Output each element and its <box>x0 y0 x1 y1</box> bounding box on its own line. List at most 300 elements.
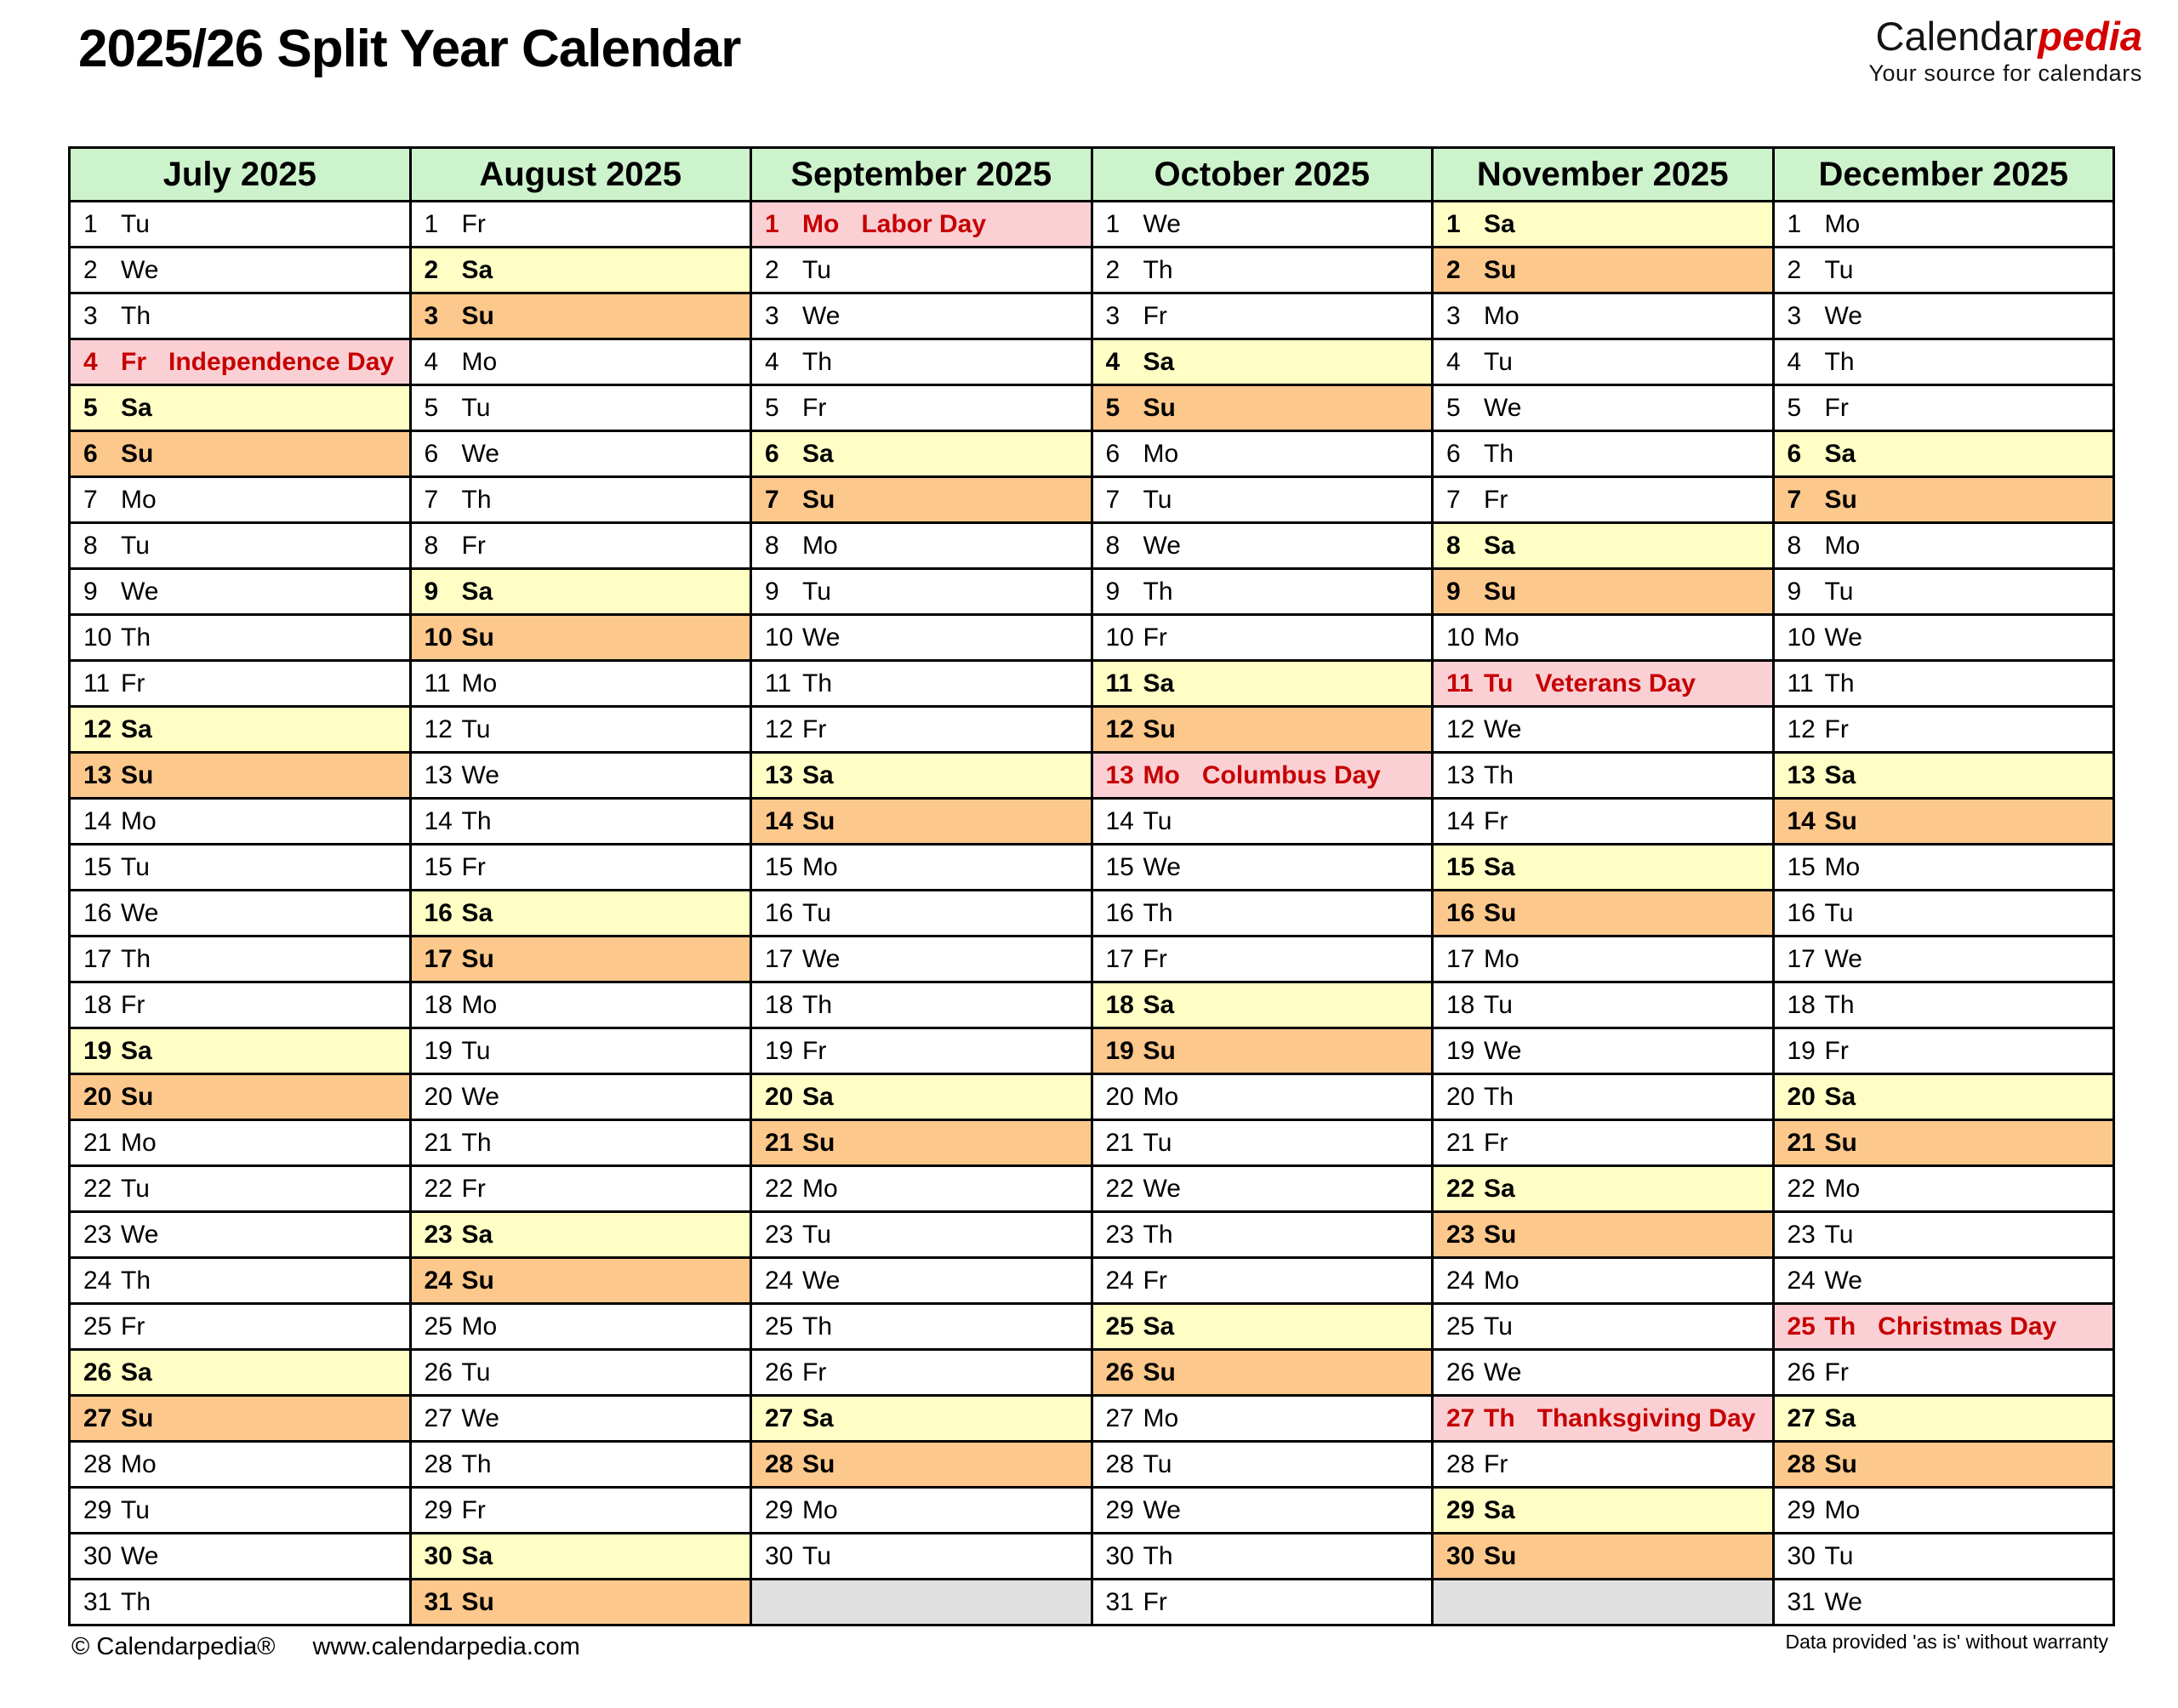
day-number: 11 <box>765 669 792 697</box>
day-of-week: Fr <box>461 531 486 560</box>
day-number: 20 <box>1105 1082 1134 1111</box>
day-cell <box>1093 1534 1432 1578</box>
day-number: 8 <box>1787 531 1802 560</box>
day-cell <box>71 202 409 246</box>
month-header: October 2025 <box>1093 149 1432 200</box>
day-cell <box>752 340 1091 384</box>
day-of-week: Th <box>1484 760 1514 789</box>
sunday-cell <box>1093 1029 1432 1073</box>
day-cell <box>1093 202 1432 246</box>
empty-day-cell <box>1434 1580 1772 1624</box>
day-number: 8 <box>765 531 779 560</box>
saturday-cell <box>412 1213 750 1256</box>
day-number: 23 <box>424 1220 453 1249</box>
day-number: 15 <box>1787 852 1816 881</box>
day-of-week: Tu <box>802 898 831 927</box>
sunday-cell <box>752 800 1091 843</box>
day-number: 19 <box>424 1036 453 1065</box>
day-of-week: Th <box>121 1587 151 1616</box>
day-of-week: Su <box>1143 1036 1176 1065</box>
day-of-week: Sa <box>1484 852 1515 881</box>
day-cell <box>1093 1075 1432 1119</box>
website-link[interactable]: www.calendarpedia.com <box>312 1633 580 1660</box>
day-cell <box>1775 845 2113 889</box>
day-of-week: Fr <box>461 852 486 881</box>
day-of-week: Sa <box>1824 1082 1856 1111</box>
day-of-week: Sa <box>121 715 152 743</box>
day-cell <box>752 1351 1091 1394</box>
saturday-cell <box>752 1397 1091 1440</box>
day-of-week: Mo <box>1484 1266 1519 1295</box>
day-of-week: Fr <box>461 209 486 238</box>
day-number: 20 <box>424 1082 453 1111</box>
day-of-week: We <box>1484 715 1522 743</box>
day-cell <box>1775 1489 2113 1532</box>
saturday-cell <box>1093 1305 1432 1348</box>
day-number: 31 <box>424 1587 453 1616</box>
month-header: November 2025 <box>1434 149 1772 200</box>
day-of-week: Sa <box>1484 1495 1515 1524</box>
day-cell <box>1093 294 1432 338</box>
footer-disclaimer: Data provided 'as is' without warranty <box>1785 1631 2108 1653</box>
day-cell <box>412 1167 750 1210</box>
day-cell <box>71 1305 409 1348</box>
day-of-week: Th <box>1824 990 1855 1019</box>
sunday-cell <box>752 478 1091 521</box>
day-cell <box>412 432 750 475</box>
day-of-week: Mo <box>1484 623 1519 652</box>
day-number: 17 <box>424 944 453 973</box>
day-number: 23 <box>1787 1220 1816 1249</box>
day-number: 29 <box>1446 1495 1475 1524</box>
day-of-week: We <box>1143 209 1181 238</box>
day-of-week: Mo <box>802 209 840 238</box>
day-cell <box>412 1489 750 1532</box>
day-number: 4 <box>765 347 779 376</box>
day-number: 21 <box>1105 1128 1134 1157</box>
saturday-cell <box>1775 1075 2113 1119</box>
day-of-week: We <box>1143 531 1181 560</box>
day-number: 23 <box>1446 1220 1475 1249</box>
day-number: 10 <box>1446 623 1475 652</box>
day-of-week: Th <box>1143 1541 1173 1570</box>
day-cell <box>412 478 750 521</box>
day-cell <box>1775 708 2113 751</box>
day-number: 7 <box>1787 485 1802 514</box>
sunday-cell <box>1775 1443 2113 1486</box>
day-number: 6 <box>1787 439 1802 468</box>
day-number: 17 <box>1105 944 1134 973</box>
day-of-week: Tu <box>1824 1220 1854 1249</box>
calendar-table <box>68 146 2115 1626</box>
day-number: 26 <box>1787 1358 1816 1386</box>
day-number: 24 <box>1787 1266 1816 1295</box>
day-of-week: Tu <box>1824 1541 1854 1570</box>
day-of-week: Fr <box>1824 1358 1849 1386</box>
day-number: 8 <box>1446 531 1461 560</box>
day-number: 21 <box>765 1128 794 1157</box>
day-cell <box>1434 478 1772 521</box>
day-of-week: Mo <box>121 1128 157 1157</box>
holiday-cell <box>752 202 1091 246</box>
day-number: 2 <box>765 255 779 284</box>
day-number: 4 <box>83 347 98 376</box>
day-of-week: Sa <box>802 1082 834 1111</box>
day-number: 27 <box>1787 1403 1816 1432</box>
day-number: 25 <box>83 1312 112 1341</box>
day-number: 29 <box>1787 1495 1816 1524</box>
day-cell <box>752 616 1091 659</box>
day-number: 29 <box>83 1495 112 1524</box>
day-number: 10 <box>1105 623 1134 652</box>
day-cell <box>752 983 1091 1027</box>
sunday-cell <box>1434 1213 1772 1256</box>
day-cell <box>1775 1351 2113 1394</box>
day-of-week: We <box>802 301 841 330</box>
day-number: 5 <box>1105 393 1120 422</box>
day-number: 17 <box>1446 944 1475 973</box>
day-number: 29 <box>1105 1495 1134 1524</box>
sunday-cell <box>412 1259 750 1302</box>
day-of-week: Fr <box>1824 715 1849 743</box>
day-cell <box>1093 616 1432 659</box>
day-of-week: Tu <box>802 1220 831 1249</box>
day-number: 18 <box>1787 990 1816 1019</box>
day-number: 26 <box>1105 1358 1134 1386</box>
holiday-cell <box>1434 1397 1772 1440</box>
day-of-week: Mo <box>1824 852 1861 881</box>
saturday-cell <box>1434 1167 1772 1210</box>
day-of-week: Su <box>1484 577 1517 606</box>
holiday-name: Thanksgiving Day <box>1537 1403 1756 1432</box>
day-number: 12 <box>83 715 112 743</box>
day-cell <box>1434 800 1772 843</box>
day-number: 12 <box>1105 715 1134 743</box>
day-number: 7 <box>83 485 98 514</box>
day-cell <box>752 524 1091 567</box>
day-cell <box>752 1029 1091 1073</box>
day-of-week: Mo <box>1484 944 1519 973</box>
day-cell <box>1775 662 2113 705</box>
day-cell <box>71 891 409 935</box>
day-cell <box>71 937 409 981</box>
day-cell <box>412 1397 750 1440</box>
day-cell <box>412 845 750 889</box>
day-number: 27 <box>83 1403 112 1432</box>
day-of-week: Sa <box>1143 669 1175 697</box>
day-cell <box>71 662 409 705</box>
day-number: 27 <box>1446 1403 1475 1432</box>
saturday-cell <box>1775 754 2113 797</box>
holiday-name: Veterans Day <box>1535 669 1696 697</box>
day-of-week: Tu <box>1484 1312 1513 1341</box>
day-of-week: Th <box>121 301 151 330</box>
day-of-week: Su <box>1143 715 1176 743</box>
day-number: 12 <box>1787 715 1816 743</box>
copyright-text: © Calendarpedia® <box>71 1633 276 1660</box>
holiday-name: Columbus Day <box>1201 760 1381 789</box>
day-number: 5 <box>1787 393 1802 422</box>
day-of-week: Su <box>1484 255 1517 284</box>
day-of-week: Sa <box>1143 990 1175 1019</box>
day-number: 3 <box>1105 301 1120 330</box>
day-cell <box>412 1305 750 1348</box>
day-number: 8 <box>83 531 98 560</box>
day-cell <box>71 1443 409 1486</box>
day-number: 18 <box>765 990 794 1019</box>
day-cell <box>412 1075 750 1119</box>
day-cell <box>71 294 409 338</box>
day-of-week: Mo <box>1143 1082 1179 1111</box>
day-of-week: Fr <box>1484 485 1508 514</box>
day-of-week: Su <box>802 806 835 835</box>
day-number: 3 <box>1446 301 1461 330</box>
day-of-week: We <box>1484 1358 1522 1386</box>
day-number: 19 <box>1446 1036 1475 1065</box>
day-of-week: Su <box>121 1403 154 1432</box>
day-cell <box>71 1489 409 1532</box>
holiday-name: Independence Day <box>168 347 395 376</box>
day-of-week: We <box>1824 1587 1862 1616</box>
day-of-week: Fr <box>1824 1036 1849 1065</box>
day-number: 4 <box>424 347 439 376</box>
day-number: 4 <box>1446 347 1461 376</box>
day-number: 9 <box>1446 577 1461 606</box>
day-number: 30 <box>1787 1541 1816 1570</box>
day-cell <box>752 1489 1091 1532</box>
day-cell <box>1775 1259 2113 1302</box>
day-number: 21 <box>424 1128 453 1157</box>
day-of-week: Su <box>1484 1541 1517 1570</box>
day-cell <box>1093 937 1432 981</box>
day-cell <box>412 754 750 797</box>
day-of-week: We <box>461 439 499 468</box>
day-of-week: Fr <box>1143 1266 1167 1295</box>
day-of-week: We <box>802 1266 841 1295</box>
day-of-week: Th <box>121 944 151 973</box>
day-of-week: Tu <box>121 852 150 881</box>
month-header: September 2025 <box>752 149 1091 200</box>
day-number: 5 <box>83 393 98 422</box>
saturday-cell <box>412 1534 750 1578</box>
day-of-week: Sa <box>1824 1403 1856 1432</box>
day-number: 14 <box>83 806 112 835</box>
day-of-week: Tu <box>121 209 150 238</box>
day-cell <box>1093 1580 1432 1624</box>
day-of-week: We <box>461 1403 499 1432</box>
day-number: 4 <box>1787 347 1802 376</box>
day-of-week: Tu <box>121 1174 150 1203</box>
day-number: 7 <box>1105 485 1120 514</box>
day-cell <box>752 1213 1091 1256</box>
day-cell <box>1434 708 1772 751</box>
day-of-week: We <box>802 944 841 973</box>
sunday-cell <box>412 1580 750 1624</box>
saturday-cell <box>71 386 409 430</box>
day-cell <box>71 1580 409 1624</box>
day-of-week: Mo <box>461 990 498 1019</box>
day-number: 19 <box>765 1036 794 1065</box>
day-number: 15 <box>83 852 112 881</box>
day-cell <box>1093 1213 1432 1256</box>
day-of-week: Mo <box>121 485 157 514</box>
day-of-week: We <box>121 1220 159 1249</box>
day-number: 22 <box>1787 1174 1816 1203</box>
day-of-week: Th <box>461 485 492 514</box>
day-number: 6 <box>765 439 779 468</box>
day-of-week: We <box>121 1541 159 1570</box>
day-of-week: Tu <box>461 393 491 422</box>
day-number: 1 <box>424 209 439 238</box>
day-cell <box>1093 248 1432 292</box>
day-number: 23 <box>83 1220 112 1249</box>
day-cell <box>1093 1489 1432 1532</box>
day-of-week: Mo <box>121 806 157 835</box>
day-of-week: Sa <box>1824 760 1856 789</box>
day-of-week: Tu <box>1484 990 1513 1019</box>
day-of-week: Sa <box>1484 531 1515 560</box>
day-of-week: Fr <box>1484 1449 1508 1478</box>
saturday-cell <box>412 570 750 613</box>
day-of-week: Th <box>1143 1220 1173 1249</box>
day-cell <box>71 1213 409 1256</box>
day-of-week: Fr <box>802 1036 827 1065</box>
day-of-week: Tu <box>1484 669 1514 697</box>
day-of-week: Fr <box>802 715 827 743</box>
day-cell <box>1775 340 2113 384</box>
sunday-cell <box>71 432 409 475</box>
day-of-week: Mo <box>802 1495 838 1524</box>
day-cell <box>71 983 409 1027</box>
day-of-week: Tu <box>121 1495 150 1524</box>
day-of-week: Fr <box>1143 301 1167 330</box>
day-number: 14 <box>1787 806 1816 835</box>
day-number: 19 <box>1787 1036 1816 1065</box>
day-of-week: Mo <box>1143 1403 1179 1432</box>
day-cell <box>71 524 409 567</box>
day-cell <box>71 570 409 613</box>
day-number: 12 <box>424 715 453 743</box>
day-of-week: We <box>461 1082 499 1111</box>
day-cell <box>412 524 750 567</box>
day-of-week: Su <box>1824 806 1857 835</box>
day-number: 25 <box>1105 1312 1134 1341</box>
day-number: 1 <box>83 209 98 238</box>
day-number: 16 <box>1787 898 1816 927</box>
holiday-name: Labor Day <box>861 209 987 238</box>
day-of-week: Fr <box>802 393 827 422</box>
day-of-week: Th <box>1143 255 1173 284</box>
day-number: 13 <box>1105 760 1134 789</box>
day-of-week: Mo <box>802 852 838 881</box>
day-cell <box>1434 983 1772 1027</box>
day-number: 9 <box>83 577 98 606</box>
day-cell <box>1093 845 1432 889</box>
day-cell <box>1775 386 2113 430</box>
day-number: 7 <box>1446 485 1461 514</box>
day-of-week: We <box>1824 301 1862 330</box>
saturday-cell <box>1434 845 1772 889</box>
day-number: 20 <box>83 1082 112 1111</box>
day-cell <box>1093 478 1432 521</box>
day-of-week: Su <box>1143 393 1176 422</box>
day-number: 8 <box>1105 531 1120 560</box>
day-cell <box>71 1167 409 1210</box>
day-of-week: Su <box>1484 898 1517 927</box>
day-number: 22 <box>424 1174 453 1203</box>
day-cell <box>752 937 1091 981</box>
day-of-week: We <box>121 898 159 927</box>
sunday-cell <box>1434 1534 1772 1578</box>
day-cell <box>71 616 409 659</box>
day-number: 26 <box>1446 1358 1475 1386</box>
day-number: 10 <box>83 623 112 652</box>
day-cell <box>71 248 409 292</box>
day-cell <box>1434 1029 1772 1073</box>
day-number: 6 <box>424 439 439 468</box>
day-of-week: We <box>1143 1174 1181 1203</box>
day-of-week: Su <box>121 1082 154 1111</box>
saturday-cell <box>412 248 750 292</box>
day-number: 3 <box>765 301 779 330</box>
day-of-week: Sa <box>1143 347 1175 376</box>
day-number: 13 <box>424 760 453 789</box>
day-of-week: Su <box>802 1449 835 1478</box>
day-cell <box>412 1121 750 1164</box>
day-cell <box>752 248 1091 292</box>
day-cell <box>1093 1443 1432 1486</box>
day-cell <box>71 845 409 889</box>
day-cell <box>1775 202 2113 246</box>
day-cell <box>71 478 409 521</box>
day-number: 19 <box>83 1036 112 1065</box>
day-of-week: Mo <box>1824 1495 1861 1524</box>
day-of-week: Mo <box>1824 1174 1861 1203</box>
day-of-week: Mo <box>802 1174 838 1203</box>
day-of-week: Su <box>461 301 494 330</box>
day-number: 14 <box>1446 806 1475 835</box>
day-number: 7 <box>765 485 779 514</box>
day-of-week: Sa <box>802 439 834 468</box>
day-of-week: Su <box>121 439 154 468</box>
day-number: 11 <box>1446 669 1474 697</box>
day-of-week: Su <box>121 760 154 789</box>
day-number: 9 <box>1787 577 1802 606</box>
day-of-week: Th <box>802 347 833 376</box>
day-of-week: Tu <box>1484 347 1513 376</box>
sunday-cell <box>752 1443 1091 1486</box>
day-cell <box>1775 983 2113 1027</box>
day-of-week: Fr <box>1824 393 1849 422</box>
saturday-cell <box>412 891 750 935</box>
day-of-week: Fr <box>1143 944 1167 973</box>
day-cell <box>1093 432 1432 475</box>
day-of-week: Tu <box>121 531 150 560</box>
sunday-cell <box>1434 891 1772 935</box>
day-of-week: Tu <box>1143 1128 1172 1157</box>
day-of-week: Tu <box>461 1036 491 1065</box>
day-number: 31 <box>1787 1587 1816 1616</box>
day-cell <box>1775 1534 2113 1578</box>
day-number: 14 <box>765 806 794 835</box>
day-cell <box>71 800 409 843</box>
day-of-week: Fr <box>461 1495 486 1524</box>
day-cell <box>752 845 1091 889</box>
day-number: 22 <box>1105 1174 1134 1203</box>
day-cell <box>412 662 750 705</box>
calendarpedia-logo <box>1868 14 2142 87</box>
day-number: 26 <box>765 1358 794 1386</box>
